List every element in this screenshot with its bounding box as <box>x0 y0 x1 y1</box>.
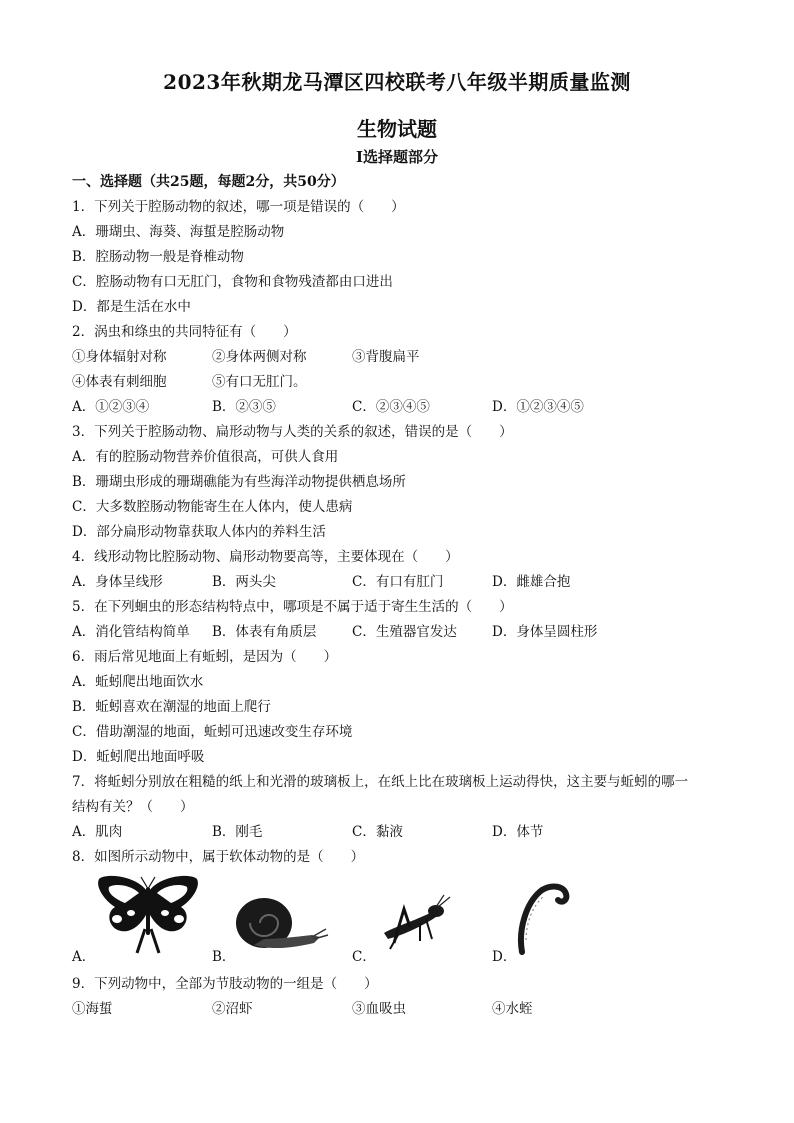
question-stem: 1．下列关于腔肠动物的叙述，哪一项是错误的（ ） <box>72 199 405 215</box>
option: D．①②③④⑤ <box>492 399 584 415</box>
option: C．大多数腔肠动物能寄生在人体内，使人患病 <box>72 499 353 515</box>
option: B．珊瑚虫形成的珊瑚礁能为有些海洋动物提供栖息场所 <box>72 474 406 490</box>
option: A．蚯蚓爬出地面饮水 <box>72 674 204 690</box>
option: A．有的腔肠动物营养价值很高，可供人食用 <box>72 449 339 465</box>
statement-item: ⑤有口无肛门。 <box>212 374 307 390</box>
option: B．体表有角质层 <box>212 624 317 640</box>
option: A．消化管结构简单 <box>72 624 190 640</box>
option: B．②③⑤ <box>212 399 276 415</box>
option: B．腔肠动物一般是脊椎动物 <box>72 249 244 265</box>
option: C．有口有肛门 <box>352 574 444 590</box>
question-stem: 9．下列动物中，全部为节肢动物的一组是（ ） <box>72 976 378 992</box>
image-option-label: D． <box>492 949 517 965</box>
option: B．两头尖 <box>212 574 276 590</box>
question-stem-continued: 结构有关？（ ） <box>72 799 194 815</box>
option: D．身体呈圆柱形 <box>492 624 598 640</box>
option: A．①②③④ <box>72 399 150 415</box>
question-stem: 2．涡虫和绦虫的共同特征有（ ） <box>72 324 297 340</box>
statement-item: ④体表有刺细胞 <box>72 374 167 390</box>
option: B．蚯蚓喜欢在潮湿的地面上爬行 <box>72 699 271 715</box>
question-stem: 3．下列关于腔肠动物、扁形动物与人类的关系的叙述，错误的是（ ） <box>72 424 513 440</box>
question-stem: 7．将蚯蚓分别放在粗糙的纸上和光滑的玻璃板上，在纸上比在玻璃板上运动得快，这主要与蚯蚓的哪一 <box>72 774 689 790</box>
statement-item: ①身体辐射对称 <box>72 349 167 365</box>
option: C．借助潮湿的地面，蚯蚓可迅速改变生存环境 <box>72 724 353 740</box>
option: D．雌雄合抱 <box>492 574 571 590</box>
question-stem: 4．线形动物比腔肠动物、扁形动物要高等，主要体现在（ ） <box>72 549 459 565</box>
option: D．蚯蚓爬出地面呼吸 <box>72 749 205 765</box>
image-option-label: A． <box>72 949 96 965</box>
question-stem: 6．雨后常见地面上有蚯蚓，是因为（ ） <box>72 649 338 665</box>
worm-icon <box>512 880 572 956</box>
grasshopper-icon <box>374 893 454 953</box>
statement-item: ③背腹扁平 <box>352 349 420 365</box>
statement-item: ②身体两侧对称 <box>212 349 307 365</box>
question-stem: 8．如图所示动物中，属于软体动物的是（ ） <box>72 849 365 865</box>
image-option-label: C． <box>352 949 376 965</box>
statement-item: ④水蛭 <box>492 1001 533 1017</box>
option: A．珊瑚虫、海葵、海蜇是腔肠动物 <box>72 224 285 240</box>
option: A．身体呈线形 <box>72 574 163 590</box>
question-stem: 5．在下列蛔虫的形态结构特点中，哪项是不属于适于寄生生活的（ ） <box>72 599 513 615</box>
exam-title: 2023年秋期龙马潭区四校联考八年级半期质量监测 <box>163 70 631 94</box>
statement-item: ②沼虾 <box>212 1001 253 1017</box>
option: C．黏液 <box>352 824 403 840</box>
option: B．刚毛 <box>212 824 263 840</box>
section-heading: 一、选择题（共25题，每题2分，共50分） <box>72 174 345 190</box>
image-option-label: B． <box>212 949 236 965</box>
statement-item: ③血吸虫 <box>352 1001 406 1017</box>
option: C．②③④⑤ <box>352 399 430 415</box>
subject-title: 生物试题 <box>357 117 437 141</box>
option: D．部分扁形动物靠获取人体内的养料生活 <box>72 524 326 540</box>
butterfly-icon <box>95 873 201 957</box>
option: D．体节 <box>492 824 544 840</box>
option: A．肌肉 <box>72 824 123 840</box>
part-title: Ⅰ选择题部分 <box>355 148 439 166</box>
option: C．腔肠动物有口无肛门，食物和食物残渣都由口进出 <box>72 274 393 290</box>
statement-item: ①海蜇 <box>72 1001 113 1017</box>
snail-icon <box>234 893 330 955</box>
option: D．都是生活在水中 <box>72 299 191 315</box>
option: C．生殖器官发达 <box>352 624 457 640</box>
